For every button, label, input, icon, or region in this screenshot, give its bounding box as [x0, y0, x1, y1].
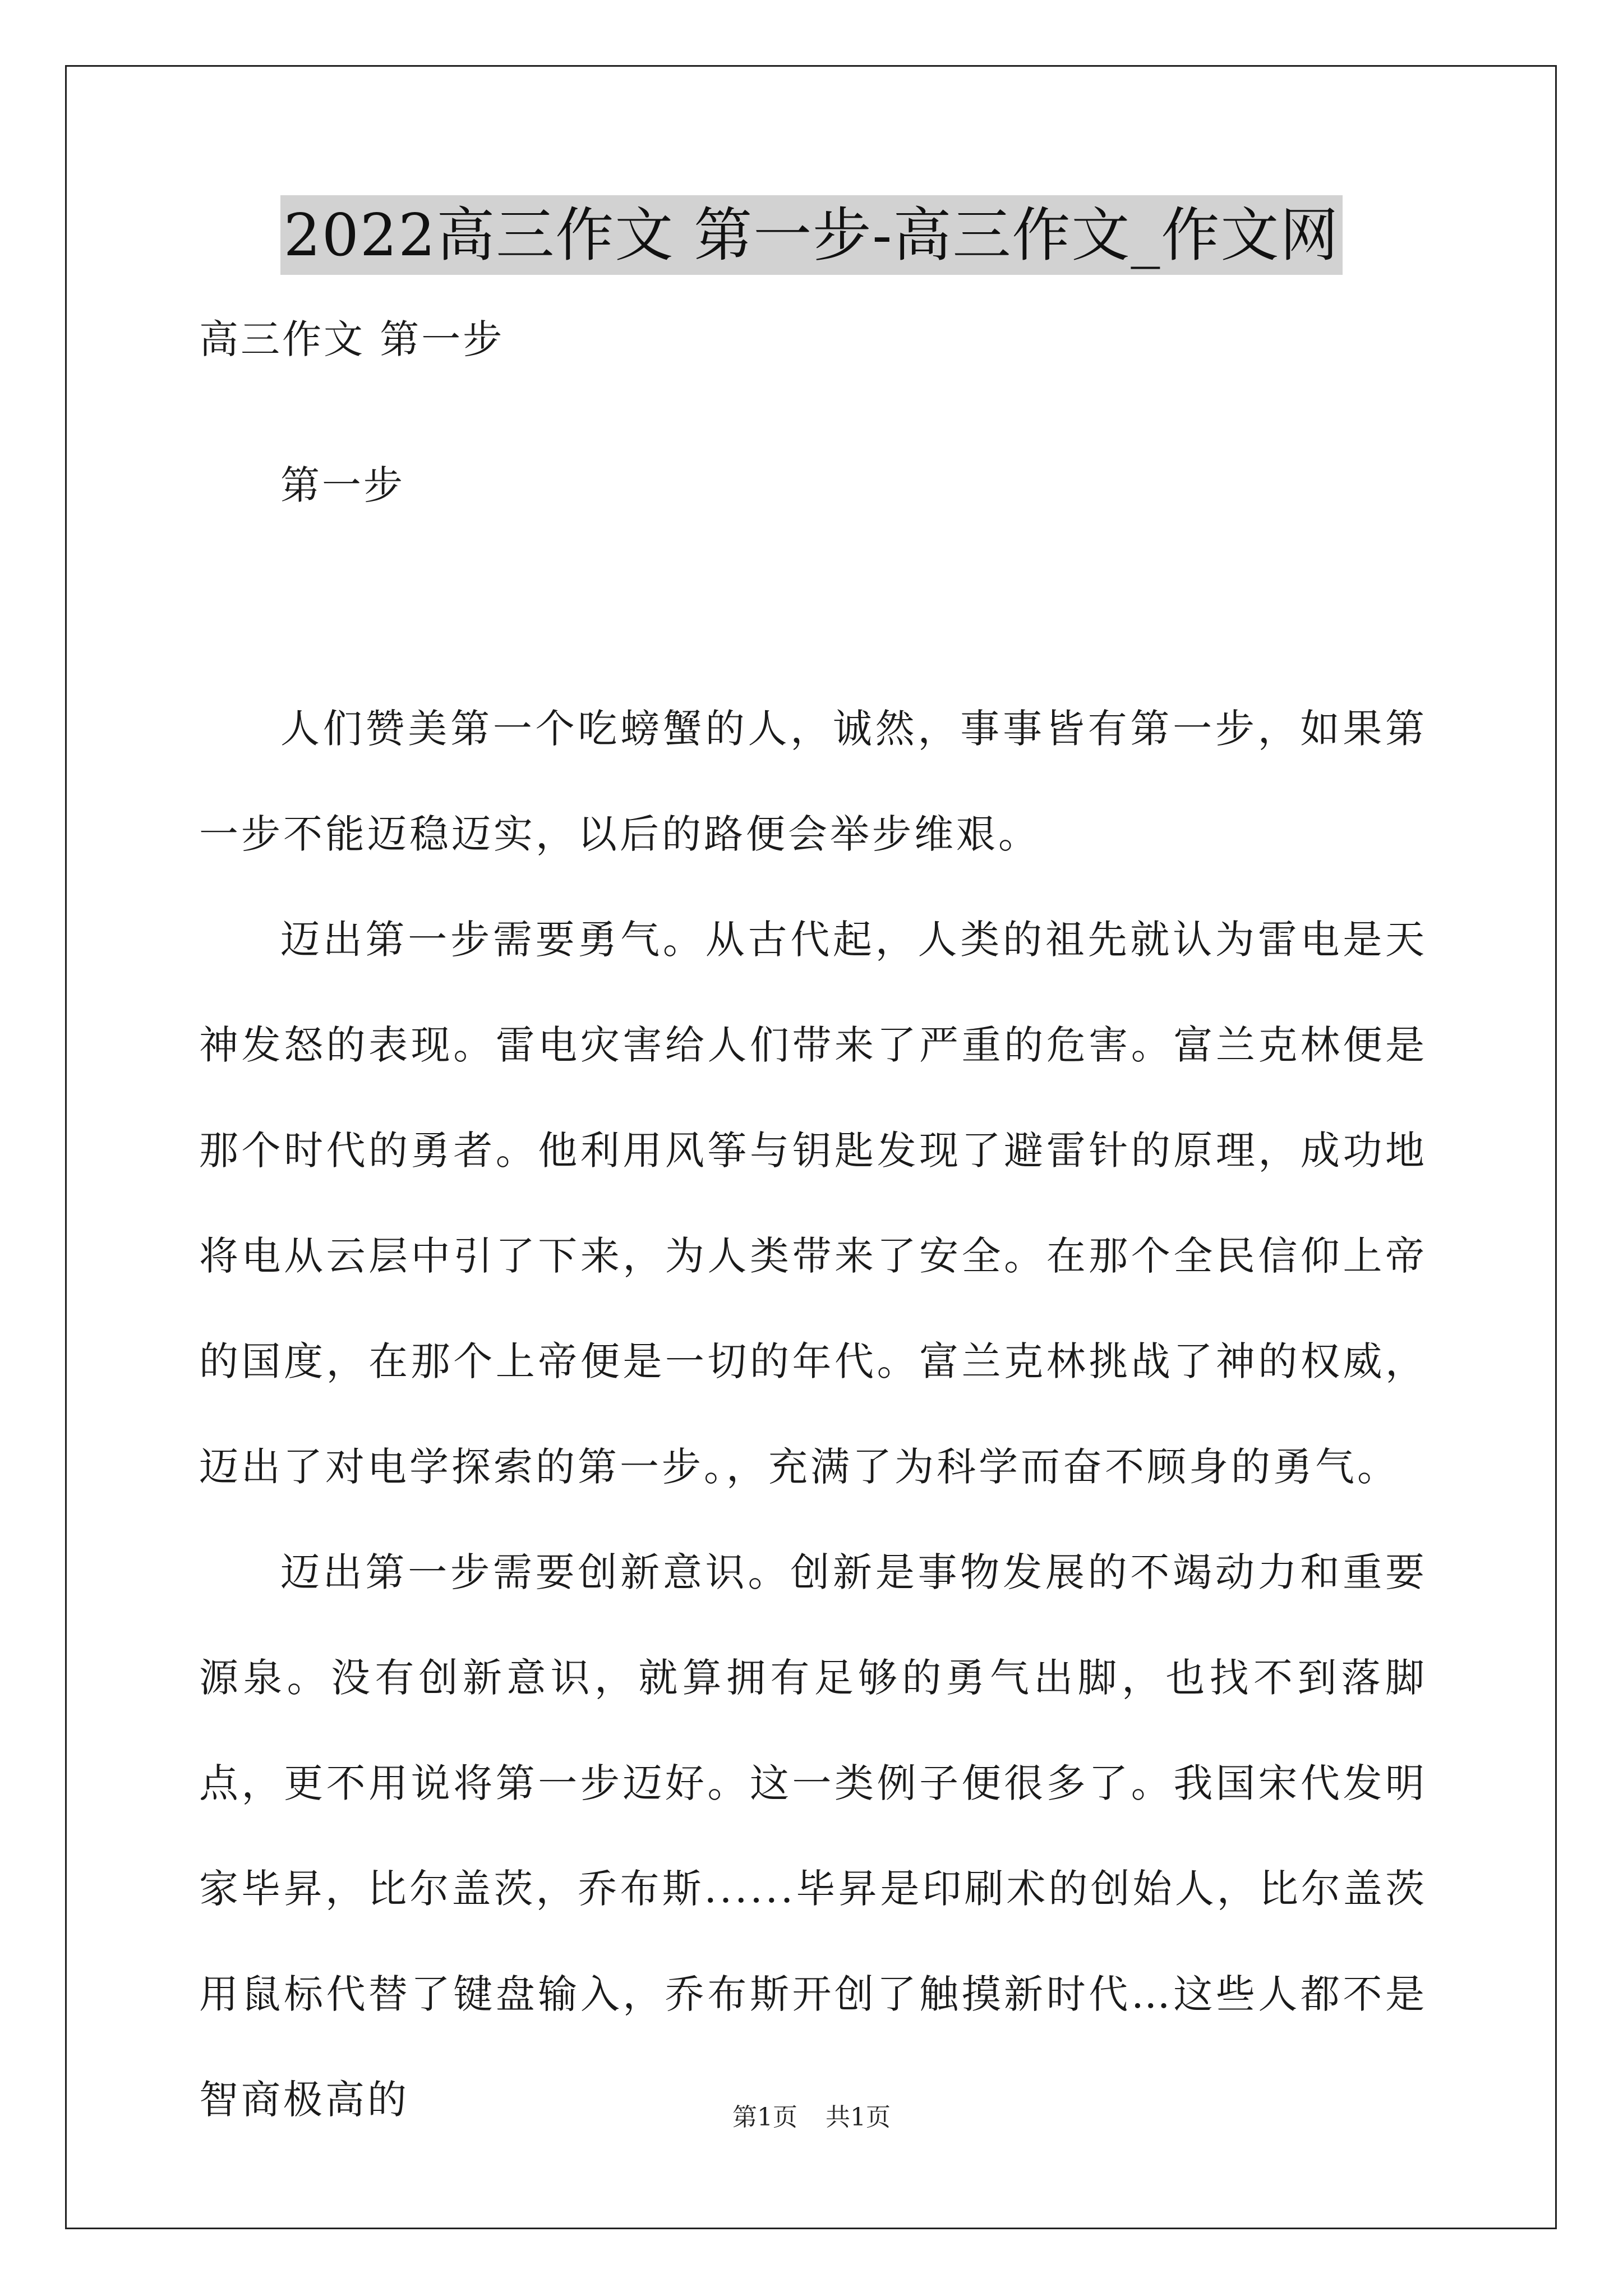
page-total: 共1页: [826, 2103, 891, 2132]
document-title: 2022高三作文 第一步-高三作文_作文网: [280, 195, 1343, 275]
body-text: [199, 676, 1427, 2152]
paragraph-3: 迈出第一步需要创新意识。创新是事物发展的不竭动力和重要源泉。没有创新意识，就算拥有足够的勇气出脚，也找不到落脚点，更不用说将第一步迈好。这一类例子便很多了。我国宋代发明家毕昇，比尔盖茨，乔布斯......毕昇是印刷术的创始人，比尔盖茨用鼠标代替了键盘输入，乔布斯开创了触摸新时代…这些人都不是智商极高的: [199, 1549, 1427, 2123]
document-subtitle: 高三作文 第一步: [199, 316, 505, 362]
title-block: [0, 195, 1623, 275]
page-footer: [0, 2101, 1623, 2134]
section-heading: 第一步: [280, 462, 405, 508]
paragraph-2: 迈出第一步需要勇气。从古代起，人类的祖先就认为雷电是天神发怒的表现。雷电灾害给人们带来了严重的危害。富兰克林便是那个时代的勇者。他利用风筝与钥匙发现了避雷针的原理，成功地将电从云层中引了下来，为人类带来了安全。在那个全民信仰上帝的国度，在那个上帝便是一切的年代。富兰克林挑战了神的权威，迈出了对电学探索的第一步。，充满了为科学而奋不顾身的勇气。: [199, 917, 1427, 1490]
page-number: 第1页: [732, 2103, 797, 2132]
paragraph-1: 人们赞美第一个吃螃蟹的人，诚然，事事皆有第一步，如果第一步不能迈稳迈实，以后的路便会举步维艰。: [199, 706, 1427, 857]
